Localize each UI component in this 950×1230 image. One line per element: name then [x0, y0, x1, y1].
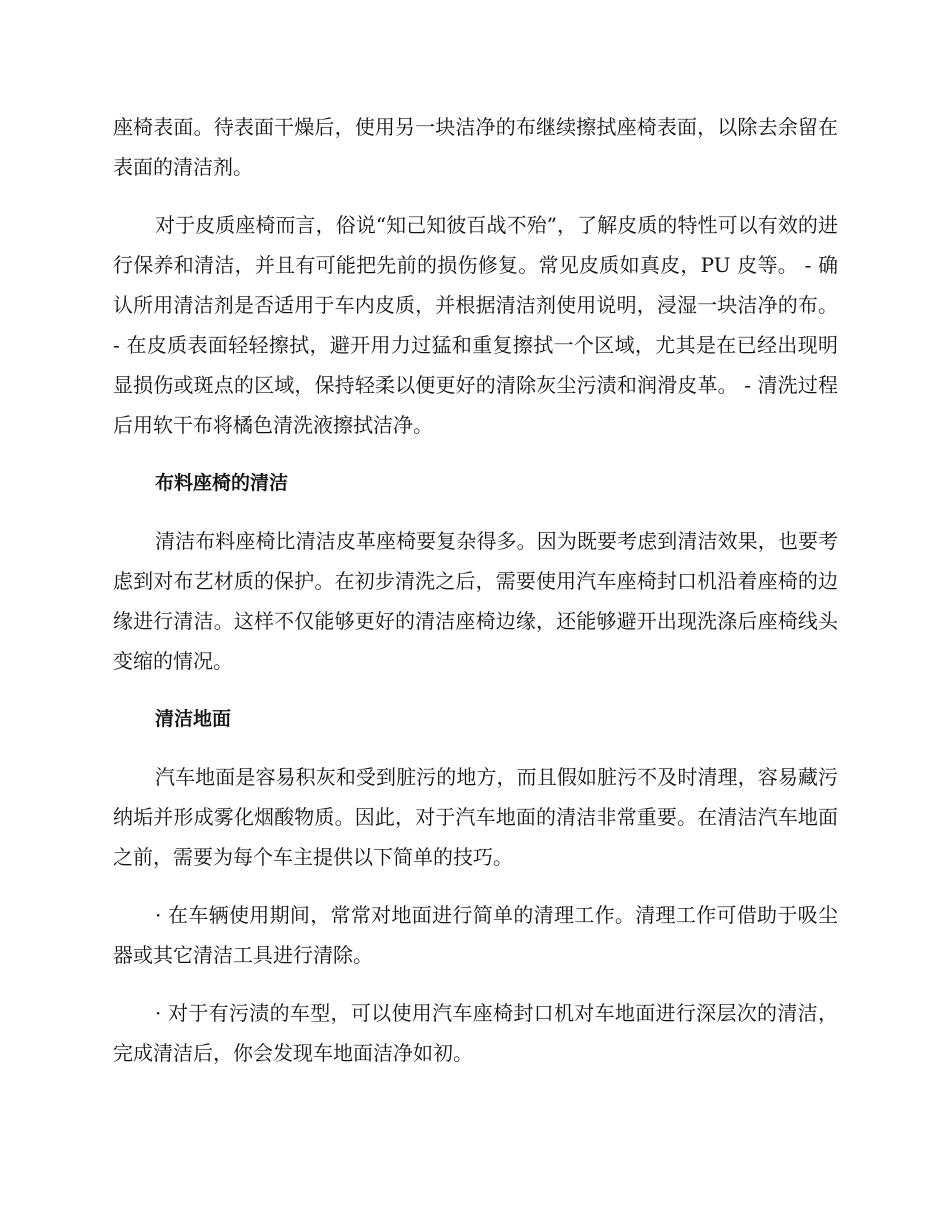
heading-floor-cleaning: 清洁地面: [155, 708, 232, 730]
paragraph-fabric-seats: 清洁布料座椅比清洁皮革座椅要复杂得多。因为既要考虑到清洁效果，也要考虑到对布艺材质的保护。在初步清洗之后，需要使用汽车座椅封口机沿着座椅的边缘进行清洁。这样不仅能够更好的清洁座椅边缘，还能够避开出现洗涤后座椅线头变缩的情况。: [113, 529, 838, 673]
bullet-floor-routine: · 在车辆使用期间，常常对地面进行简单的清理工作。清理工作可借助于吸尘器或其它清洁工具进行清除。: [113, 903, 838, 967]
document-body: [113, 107, 838, 1091]
bullet-floor-deep-clean: · 对于有污渍的车型，可以使用汽车座椅封口机对车地面进行深层次的清洁，完成清洁后，你会发现车地面洁净如初。: [113, 1001, 838, 1065]
paragraph-floor-intro: 汽车地面是容易积灰和受到脏污的地方，而且假如脏污不及时清理，容易藏污纳垢并形成雾化烟酸物质。因此，对于汽车地面的清洁非常重要。在清洁汽车地面之前，需要为每个车主提供以下简单的技巧。: [113, 765, 838, 869]
paragraph-leather-seats: 对于皮质座椅而言，俗说“知己知彼百战不殆”，了解皮质的特性可以有效的进行保养和清洁，并且有可能把先前的损伤修复。常见皮质如真皮，PU 皮等。 - 确认所用清洁剂是否适用于车内皮质，并根据清洁剂使用说明，浸湿一块洁净的布。 - 在皮质表面轻轻擦拭，避开用力过猛和重复擦拭一个区域，尤其是在已经出现明显损伤或斑点的区域，保持轻柔以便更好的清除灰尘污渍和润滑皮革。 - 清洗过程后用软干布将橘色清洗液擦拭洁净。: [113, 213, 838, 437]
heading-fabric-seats: 布料座椅的清洁: [155, 472, 289, 494]
paragraph-seat-drying: 座椅表面。待表面干燥后，使用另一块洁净的布继续擦拭座椅表面，以除去余留在表面的清洁剂。: [113, 115, 838, 179]
